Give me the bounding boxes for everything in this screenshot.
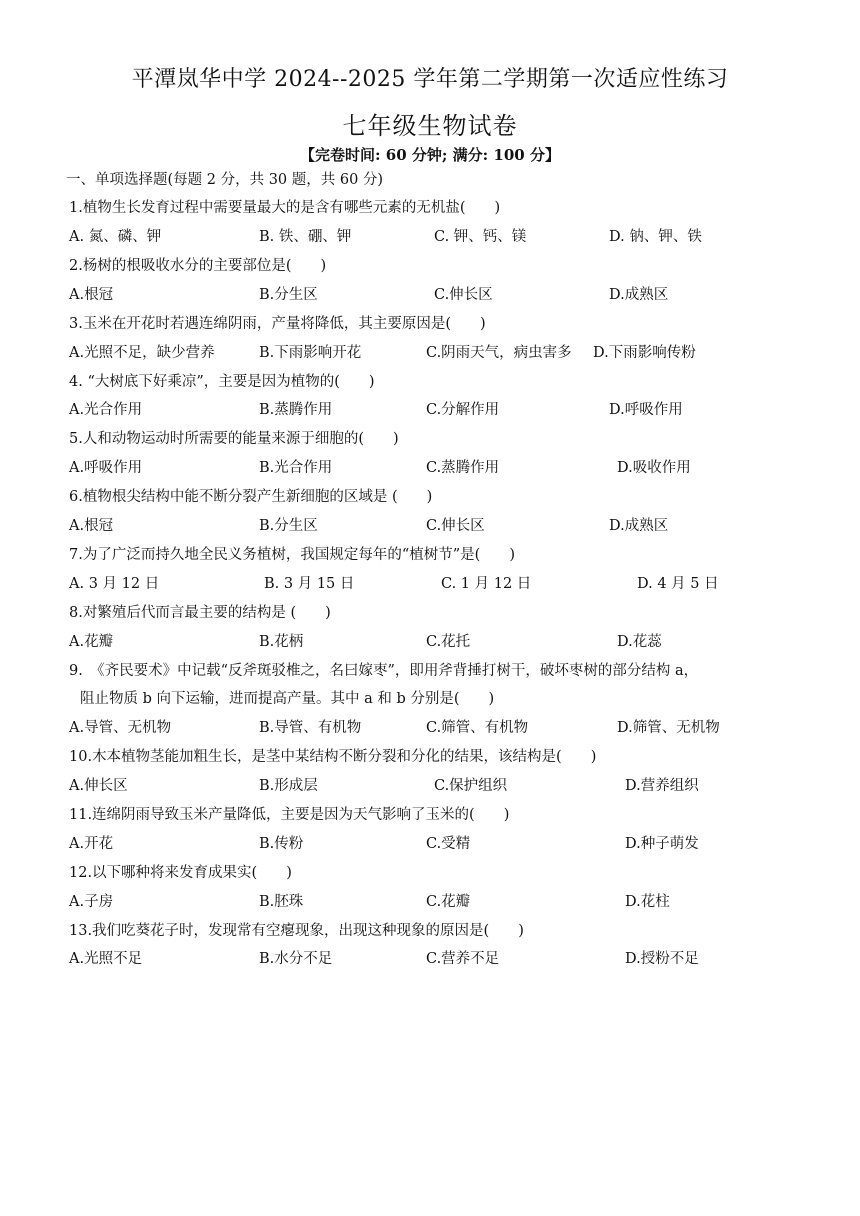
option-4b: B.蒸腾作用	[259, 402, 333, 418]
option-11d: D.种子萌发	[625, 836, 699, 852]
option-2b: B.分生区	[259, 287, 318, 303]
option-2c: C.伸长区	[434, 287, 493, 303]
option-3d: D.下雨影响传粉	[593, 345, 696, 361]
option-1d: D. 钠、钾、铁	[609, 229, 702, 245]
option-12c: C.花瓣	[426, 894, 471, 910]
options-8	[69, 630, 829, 650]
option-3c: C.阴雨天气，病虫害多	[426, 345, 572, 361]
question-4: 4. “大树底下好乘凉”，主要是因为植物的( )	[69, 374, 375, 390]
options-6	[69, 514, 829, 534]
option-6c: C.伸长区	[426, 518, 485, 534]
option-10b: B.形成层	[259, 778, 318, 794]
question-5: 5.人和动物运动时所需要的能量来源于细胞的( )	[69, 431, 399, 447]
options-9	[69, 716, 829, 736]
option-11b: B.传粉	[259, 836, 304, 852]
options-12	[69, 890, 829, 910]
question-11: 11.连绵阴雨导致玉米产量降低，主要是因为天气影响了玉米的( )	[69, 807, 510, 823]
option-9d: D.筛管、无机物	[617, 720, 720, 736]
option-8c: C.花托	[426, 634, 471, 650]
option-12a: A.子房	[69, 894, 114, 910]
option-5a: A.呼吸作用	[69, 460, 143, 476]
option-3b: B.下雨影响开花	[259, 345, 362, 361]
option-6d: D.成熟区	[609, 518, 669, 534]
option-1b: B. 铁、硼、钾	[259, 229, 352, 245]
option-10c: C.保护组织	[434, 778, 508, 794]
option-12d: D.花柱	[625, 894, 670, 910]
option-11a: A.开花	[69, 836, 114, 852]
option-6b: B.分生区	[259, 518, 318, 534]
option-2a: A.根冠	[69, 287, 114, 303]
question-12: 12.以下哪种将来发育成果实( )	[69, 865, 292, 881]
question-9-continued: 阻止物质 b 向下运输，进而提高产量。其中 a 和 b 分别是( )	[80, 691, 495, 707]
options-13	[69, 947, 829, 967]
question-3: 3.玉米在开花时若遇连绵阴雨，产量将降低，其主要原因是( )	[69, 316, 486, 332]
option-7b: B. 3 月 15 日	[264, 576, 355, 592]
question-7: 7.为了广泛而持久地全民义务植树，我国规定每年的“植树节”是( )	[69, 547, 515, 563]
options-1	[69, 225, 829, 245]
options-3	[69, 341, 829, 361]
question-6: 6.植物根尖结构中能不断分裂产生新细胞的区域是 ( )	[69, 489, 433, 505]
option-5b: B.光合作用	[259, 460, 333, 476]
question-8: 8.对繁殖后代而言最主要的结构是 ( )	[69, 605, 331, 621]
option-10d: D.营养组织	[625, 778, 699, 794]
option-8d: D.花蕊	[617, 634, 662, 650]
question-13: 13.我们吃葵花子时，发现常有空瘪现象，出现这种现象的原因是( )	[69, 923, 524, 939]
option-8a: A.花瓣	[69, 634, 114, 650]
option-7a: A. 3 月 12 日	[69, 576, 160, 592]
option-13a: A.光照不足	[69, 951, 143, 967]
option-5c: C.蒸腾作用	[426, 460, 500, 476]
section-heading: 一、单项选择题(每题 2 分，共 30 题，共 60 分)	[66, 172, 384, 188]
option-4d: D.呼吸作用	[609, 402, 683, 418]
options-5	[69, 456, 829, 476]
question-2: 2.杨树的根吸收水分的主要部位是( )	[69, 258, 327, 274]
option-7c: C. 1 月 12 日	[441, 576, 532, 592]
option-7d: D. 4 月 5 日	[637, 576, 719, 592]
option-6a: A.根冠	[69, 518, 114, 534]
option-1c: C. 钾、钙、镁	[434, 229, 527, 245]
option-13b: B.水分不足	[259, 951, 333, 967]
option-9c: C.筛管、有机物	[426, 720, 529, 736]
exam-title: 平潭岚华中学 2024--2025 学年第二学期第一次适应性练习	[131, 67, 729, 92]
option-13d: D.授粉不足	[625, 951, 699, 967]
options-11	[69, 832, 829, 852]
option-10a: A.伸长区	[69, 778, 128, 794]
option-11c: C.受精	[426, 836, 471, 852]
option-1a: A. 氮、磷、钾	[69, 229, 162, 245]
option-13c: C.营养不足	[426, 951, 500, 967]
option-12b: B.胚珠	[259, 894, 304, 910]
exam-subtitle: 七年级生物试卷	[342, 112, 518, 140]
question-1: 1.植物生长发育过程中需要量最大的是含有哪些元素的无机盐( )	[69, 200, 501, 216]
options-4	[69, 398, 829, 418]
option-9b: B.导管、有机物	[259, 720, 362, 736]
question-9: 9. 《齐民要术》中记载“反斧斑驳椎之，名曰嫁枣”，即用斧背捶打树干，破坏枣树的部分结构 a，	[69, 663, 699, 679]
options-2	[69, 283, 829, 303]
option-5d: D.吸收作用	[617, 460, 691, 476]
option-8b: B.花柄	[259, 634, 304, 650]
question-10: 10.木本植物茎能加粗生长，是茎中某结构不断分裂和分化的结果，该结构是( )	[69, 749, 597, 765]
options-7	[69, 572, 829, 592]
option-3a: A.光照不足，缺少营养	[69, 345, 215, 361]
exam-info: 【完卷时间: 60 分钟; 满分: 100 分】	[300, 146, 560, 164]
option-9a: A.导管、无机物	[69, 720, 172, 736]
option-2d: D.成熟区	[609, 287, 669, 303]
option-4c: C.分解作用	[426, 402, 500, 418]
options-10	[69, 774, 829, 794]
option-4a: A.光合作用	[69, 402, 143, 418]
